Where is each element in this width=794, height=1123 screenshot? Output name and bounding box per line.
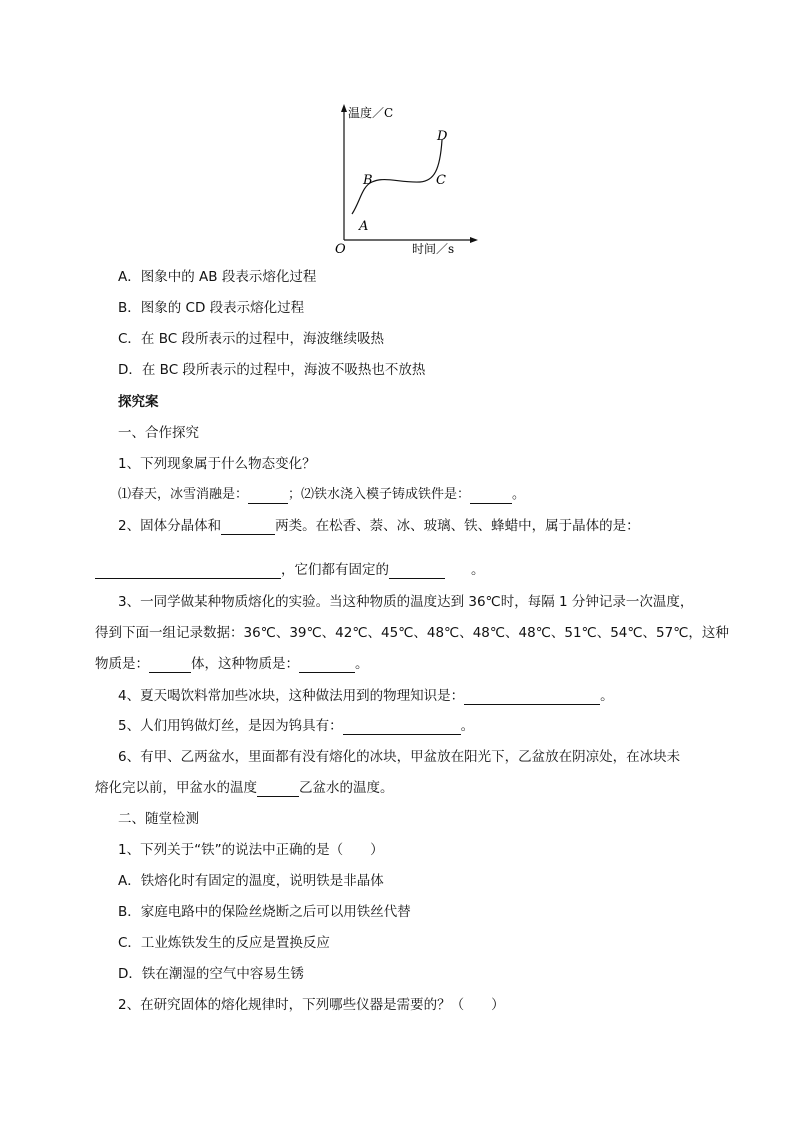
option-c: C．在 BC 段所表示的过程中，海波继续吸热 — [118, 331, 384, 347]
option-b: B．图象的 CD 段表示熔化过程 — [118, 300, 305, 316]
melting-curve-figure — [330, 100, 480, 255]
part2-q2: 2、在研究固体的熔化规律时，下列哪些仪器是需要的？（ ） — [118, 997, 505, 1013]
q5-text: 5、人们用钨做灯丝，是因为钨具有： — [118, 718, 343, 734]
part2-q1: 1、下列关于“铁”的说法中正确的是（ ） — [118, 842, 384, 858]
q2-blank-1[interactable] — [221, 519, 275, 535]
part1-q3-line2: 得到下面一组记录数据：36℃、39℃、42℃、45℃、48℃、48℃、48℃、51℃、54℃、57℃，这种 — [95, 625, 729, 641]
q6-part-b: 乙盆水的温度。 — [299, 780, 394, 796]
q4-end: 。 — [600, 688, 614, 704]
q3-blank-2[interactable] — [299, 657, 355, 673]
part1-q1: 1、下列现象属于什么物态变化？ — [118, 456, 316, 472]
q1-sub-b: ；⑵铁水浇入模子铸成铁件是： — [288, 487, 471, 502]
part1-q1-sub — [118, 486, 525, 504]
part1-q5 — [118, 717, 474, 735]
part1-q6-line2 — [95, 779, 394, 797]
q1-end: 。 — [512, 487, 526, 502]
part1-q3-line3 — [95, 655, 369, 673]
part1-q6-line1: 6、有甲、乙两盆水，里面都有没有熔化的冰块，甲盆放在阳光下，乙盆放在阴凉处，在冰块未 — [118, 749, 681, 765]
part1-q4 — [118, 687, 614, 705]
y-axis-label: 温度／C — [348, 106, 394, 120]
q2-blank-2[interactable] — [95, 563, 281, 579]
part2-option-a: A．铁熔化时有固定的温度，说明铁是非晶体 — [118, 873, 384, 889]
q5-end: 。 — [460, 718, 475, 734]
q3-part-a: 物质是： — [95, 656, 149, 672]
point-c-label: C — [436, 173, 446, 188]
q2-end: 。 — [471, 562, 485, 578]
q6-part-a: 熔化完以前，甲盆水的温度 — [95, 780, 257, 796]
y-axis-arrow — [341, 104, 347, 112]
q6-blank[interactable] — [257, 781, 299, 797]
q5-blank[interactable] — [343, 719, 461, 735]
q2-part-a: 2、固体分晶体和 — [118, 518, 222, 534]
part2-option-b: B．家庭电路中的保险丝烧断之后可以用铁丝代替 — [118, 904, 411, 920]
part1-q3-line1: 3、一同学做某种物质熔化的实验。当这种物质的温度达到 36℃时，每隔 1 分钟记录一次温度， — [118, 594, 694, 610]
point-a-label: A — [359, 219, 369, 234]
point-b-label: B — [363, 173, 373, 188]
x-axis-label: 时间／s — [412, 242, 455, 255]
part2-option-c: C．工业炼铁发生的反应是置换反应 — [118, 935, 330, 951]
q2-blank-3[interactable] — [389, 563, 445, 579]
q1-blank-1[interactable] — [248, 488, 288, 504]
part2-option-d: D．铁在潮湿的空气中容易生锈 — [118, 966, 304, 982]
part1-q2 — [118, 517, 640, 535]
q1-blank-2[interactable] — [470, 488, 512, 504]
origin-label: O — [335, 242, 346, 255]
x-axis-arrow — [470, 237, 478, 243]
q3-part-b: 体，这种物质是： — [191, 656, 299, 672]
q2-part-b: 两类。在松香、萘、冰、玻璃、铁、蜂蜡中，属于晶体的是： — [275, 518, 640, 534]
q3-end: 。 — [355, 656, 369, 672]
part1-heading: 一、合作探究 — [118, 425, 199, 441]
point-d-label: D — [437, 129, 448, 144]
q4-text: 4、夏天喝饮料常加些冰块，这种做法用到的物理知识是： — [118, 688, 465, 704]
q1-sub-a: ⑴春天，冰雪消融是： — [118, 487, 249, 502]
q2-part-c: ，它们都有固定的 — [281, 562, 389, 578]
option-d: D．在 BC 段所表示的过程中，海波不吸热也不放热 — [118, 362, 426, 378]
q3-blank-1[interactable] — [149, 657, 191, 673]
part1-q2-cont — [95, 561, 485, 579]
q4-blank[interactable] — [464, 689, 600, 705]
part2-heading: 二、随堂检测 — [118, 811, 199, 827]
option-a: A．图象中的 AB 段表示熔化过程 — [118, 269, 317, 285]
section-title: 探究案 — [118, 394, 159, 410]
